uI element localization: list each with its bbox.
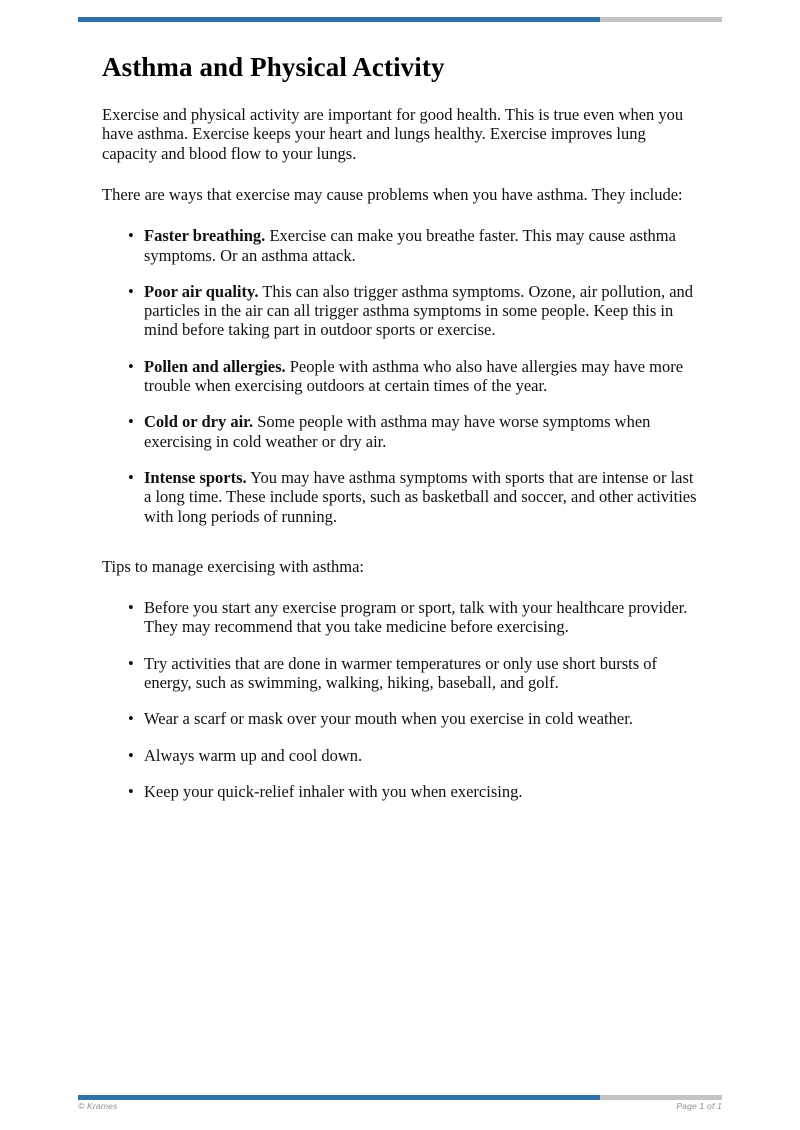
document-content (102, 52, 698, 823)
list-item (102, 226, 698, 265)
list-item-lead: Cold or dry air. (144, 412, 254, 432)
list-item-lead: Intense sports. (144, 467, 247, 487)
header-rule-gray-segment (600, 17, 722, 22)
list-item: • Keep your quick-relief inhaler with you when exercising. (102, 782, 698, 801)
tips-list (102, 598, 698, 801)
list-item: • Before you start any exercise program or sport, talk with your healthcare provider. They may recommend that you take medicine before exercising. (102, 598, 698, 637)
list-item: • Wear a scarf or mask over your mouth when you exercise in cold weather. (102, 709, 698, 728)
footer-rule-blue-segment (78, 1095, 600, 1100)
list-item: • Try activities that are done in warmer temperatures or only use short bursts of energy, such as swimming, walking, hiking, baseball, and golf. (102, 654, 698, 693)
list-item-text: Exercise can make you breathe faster. This may cause asthma symptoms. Or an asthma attack. (144, 226, 676, 265)
problems-intro-paragraph: There are ways that exercise may cause problems when you have asthma. They include: (102, 184, 683, 204)
intro-paragraph: Exercise and physical activity are important for good health. This is true even when you have asthma. Exercise keeps your heart and lungs healthy. Exercise improves lung capacity and blood flow to your lungs. (102, 105, 684, 163)
list-item-text: Some people with asthma may have worse symptoms when exercising in cold weather or dry air. (144, 412, 651, 451)
list-item-lead: Faster breathing. (144, 226, 266, 246)
section-spacer (102, 548, 698, 557)
tips-intro-paragraph: Tips to manage exercising with asthma: (102, 556, 364, 576)
footer-copyright: © Krames (78, 1101, 118, 1111)
header-rule-blue-segment (78, 17, 600, 22)
list-item-text: This can also trigger asthma symptoms. Ozone, air pollution, and particles in the air can all trigger asthma symptoms in some people. Keep this in mind before taking part in outdoor sports or exercise. (144, 281, 694, 340)
footer-page-number: Page 1 of 1 (676, 1101, 722, 1111)
page-title: Asthma and Physical Activity (102, 52, 445, 82)
footer-rule-gray-segment (600, 1095, 722, 1100)
list-item-lead: Poor air quality. (144, 281, 259, 301)
list-item (102, 357, 698, 396)
list-item (102, 412, 698, 451)
problems-list (102, 226, 698, 526)
list-item (102, 468, 698, 526)
list-item-lead: Pollen and allergies. (144, 356, 286, 376)
list-item: • Always warm up and cool down. (102, 746, 698, 765)
footer-rule-bar (78, 1095, 722, 1100)
list-item-text: You may have asthma symptoms with sports that are intense or last a long time. These include sports, such as basketball and soccer, and other activities with long periods of running. (144, 467, 697, 526)
list-item (102, 282, 698, 340)
header-rule-bar (78, 17, 722, 22)
list-item-text: People with asthma who also have allergies may have more trouble when exercising outdoors at certain times of the year. (144, 356, 684, 396)
